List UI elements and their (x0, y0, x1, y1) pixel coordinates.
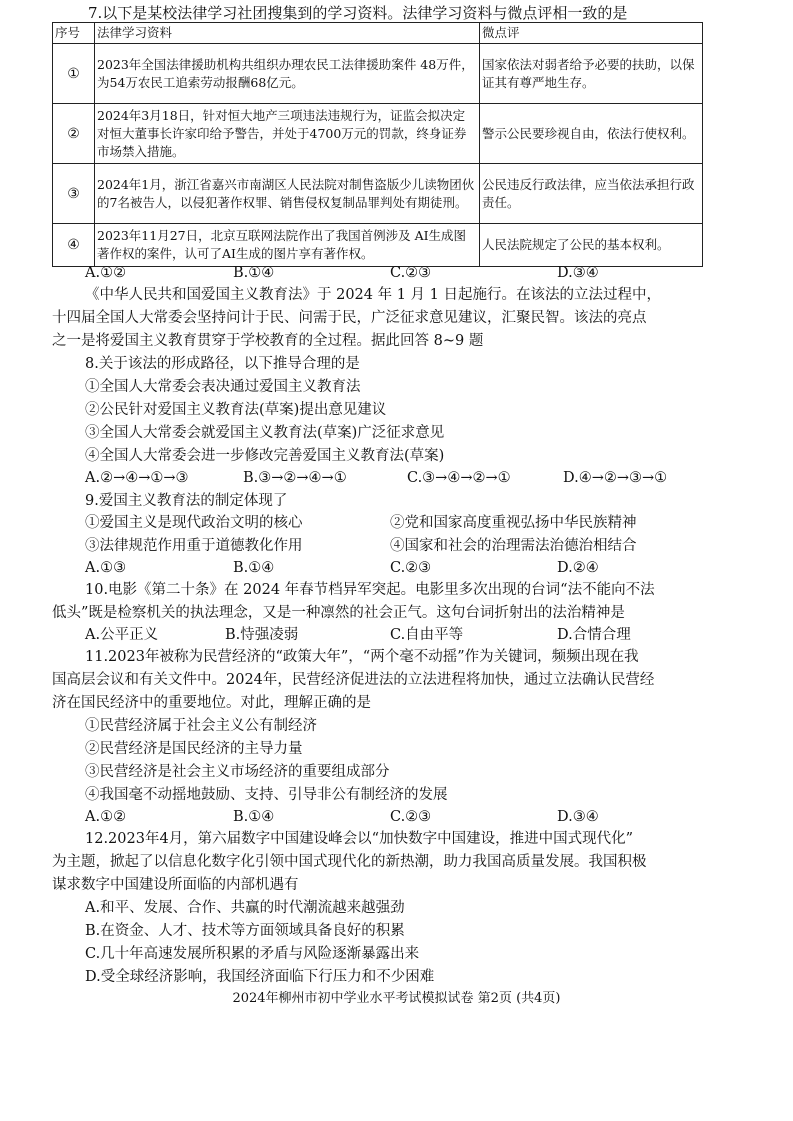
row-num: ④ (53, 224, 95, 267)
option-d[interactable]: D.③④ (557, 265, 599, 281)
q9-item: ③法律规范作用重于道德教化作用 (85, 538, 303, 554)
table-row (53, 104, 703, 164)
row-material: 2023年11月27日，北京互联网法院作出了我国首例涉及 AI生成图著作权的案件，认可了AI生成的图片享有著作权。 (95, 224, 480, 267)
row-comment: 人民法院规定了公民的基本权利。 (480, 224, 703, 267)
q9-item: ④国家和社会的治理需法治德治相结合 (390, 538, 637, 554)
q12-line: 为主题，掀起了以信息化数字化引领中国式现代化的新热潮，助力我国高质量发展。我国积极 (52, 854, 647, 870)
option-d[interactable]: D.②④ (557, 560, 599, 576)
q12-option-d[interactable]: D.受全球经济影响，我国经济面临下行压力和不少困难 (85, 969, 435, 985)
q12-line: 谋求数字中国建设所面临的内部机遇有 (52, 877, 299, 893)
law-material-table (52, 22, 703, 267)
table-row (53, 164, 703, 224)
passage-line: 《中华人民共和国爱国主义教育法》于 2024 年 1 月 1 日起施行。在该法的立法过程中， (85, 287, 662, 303)
row-comment: 公民违反行政法律，应当依法承担行政责任。 (480, 164, 703, 224)
row-material: 2024年3月18日，针对恒大地产三项违法违规行为，证监会拟决定对恒大董事长许家印给予警告，并处于4700万元的罚款，终身证券市场禁入措施。 (95, 104, 480, 164)
q12-option-c[interactable]: C.几十年高速发展所积累的矛盾与风险逐渐暴露出来 (85, 946, 420, 962)
q11-item: ②民营经济是国民经济的主导力量 (85, 741, 303, 757)
header-material: 法律学习资料 (95, 23, 480, 44)
q12-option-b[interactable]: B.在资金、人才、技术等方面领域具备良好的积累 (85, 923, 405, 939)
option-a[interactable]: A.公平正义 (85, 627, 159, 643)
row-num: ② (53, 104, 95, 164)
q11-line: 11.2023年被称为民营经济的“政策大年”，“两个毫不动摇”作为关键词，频频出现在我 (85, 649, 639, 665)
header-num: 序号 (53, 23, 95, 44)
q8-item: ③全国人大常委会就爱国主义教育法(草案)广泛征求意见 (85, 425, 445, 441)
option-c[interactable]: C.②③ (390, 265, 432, 281)
q8-item: ①全国人大常委会表决通过爱国主义教育法 (85, 379, 361, 395)
q11-line: 国高层会议和有关文件中。2024年，民营经济促进法的立法进程将加快，通过立法确认民营经 (52, 672, 655, 688)
row-comment: 国家依法对弱者给予必要的扶助，以保证其有尊严地生存。 (480, 44, 703, 104)
q12-option-a[interactable]: A.和平、发展、合作、共赢的时代潮流越来越强劲 (85, 900, 405, 916)
q8-item: ④全国人大常委会进一步修改完善爱国主义教育法(草案) (85, 448, 445, 464)
option-c[interactable]: C.②③ (390, 560, 432, 576)
q11-item: ④我国毫不动摇地鼓励、支持、引导非公有制经济的发展 (85, 787, 448, 803)
option-b[interactable]: B.①④ (233, 560, 275, 576)
table-row (53, 44, 703, 104)
q11-item: ①民营经济属于社会主义公有制经济 (85, 718, 317, 734)
q10-line: 10.电影《第二十条》在 2024 年春节档异军突起。电影里多次出现的台词“法不能向不法 (85, 582, 655, 598)
option-c[interactable]: C.自由平等 (390, 627, 464, 643)
row-num: ① (53, 44, 95, 104)
option-d[interactable]: D.④→②→③→① (563, 470, 668, 486)
option-b[interactable]: B.恃强凌弱 (225, 627, 299, 643)
option-c[interactable]: C.②③ (390, 809, 432, 825)
option-a[interactable]: A.①② (85, 265, 127, 281)
option-c[interactable]: C.③→④→②→① (407, 470, 511, 486)
q8-item: ②公民针对爱国主义教育法(草案)提出意见建议 (85, 402, 387, 418)
q9-item: ②党和国家高度重视弘扬中华民族精神 (390, 515, 637, 531)
q9-item: ①爱国主义是现代政治文明的核心 (85, 515, 303, 531)
q12-line: 12.2023年4月，第六届数字中国建设峰会以“加快数字中国建设，推进中国式现代化” (85, 831, 634, 847)
q7-stem: 7.以下是某校法律学习社团搜集到的学习资料。法律学习资料与微点评相一致的是 (88, 4, 628, 22)
passage-line: 之一是将爱国主义教育贯穿于学校教育的全过程。据此回答 8~9 题 (52, 333, 484, 349)
option-b[interactable]: B.①④ (233, 265, 275, 281)
option-d[interactable]: D.③④ (557, 809, 599, 825)
q11-item: ③民营经济是社会主义市场经济的重要组成部分 (85, 764, 390, 780)
option-d[interactable]: D.合情合理 (557, 627, 631, 643)
row-material: 2024年1月，浙江省嘉兴市南湖区人民法院对制售盗版少儿读物团伙的7名被告人，以侵犯著作权罪、销售侵权复制品罪判处有期徒刑。 (95, 164, 480, 224)
header-comment: 微点评 (480, 23, 703, 44)
table-header-row (53, 23, 703, 44)
q9-stem: 9.爱国主义教育法的制定体现了 (85, 493, 288, 509)
option-a[interactable]: A.①② (85, 809, 127, 825)
option-a[interactable]: A.②→④→①→③ (85, 470, 189, 486)
q10-line: 低头”既是检察机关的执法理念，又是一种凛然的社会正气。这句台词折射出的法治精神是 (52, 605, 625, 621)
table-row (53, 224, 703, 267)
option-b[interactable]: B.③→②→④→① (243, 470, 347, 486)
page-footer: 2024年柳州市初中学业水平考试模拟试卷 第2页 (共4页) (232, 991, 561, 1006)
q8-stem: 8.关于该法的形成路径，以下推导合理的是 (85, 356, 360, 372)
q11-line: 济在国民经济中的重要地位。对此，理解正确的是 (52, 695, 371, 711)
row-material: 2023年全国法律援助机构共组织办理农民工法律援助案件 48万件，为54万农民工追索劳动报酬68亿元。 (95, 44, 480, 104)
option-b[interactable]: B.①④ (233, 809, 275, 825)
passage-line: 十四届全国人大常委会坚持问计于民、问需于民，广泛征求意见建议，汇聚民智。该法的亮点 (52, 310, 647, 326)
option-a[interactable]: A.①③ (85, 560, 127, 576)
row-comment: 警示公民要珍视自由，依法行使权利。 (480, 104, 703, 164)
row-num: ③ (53, 164, 95, 224)
